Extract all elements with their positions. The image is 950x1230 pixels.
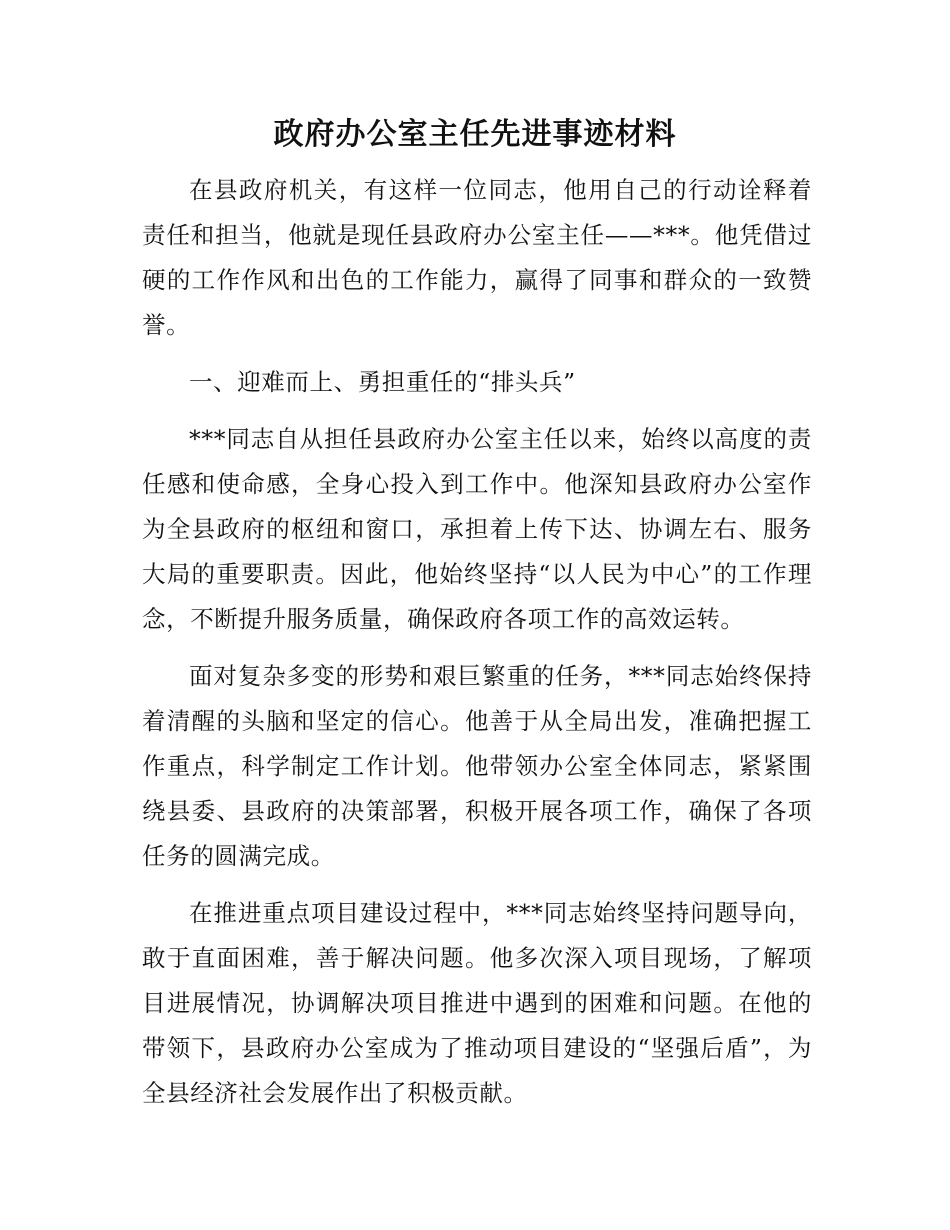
paragraph-2: 面对复杂多变的形势和艰巨繁重的任务，***同志始终保持着清醒的头脑和坚定的信心。他善于从全局出发，准确把握工作重点，科学制定工作计划。他带领办公室全体同志，紧紧围绕县委、县政府的决策部署，积极开展各项工作，确保了各项任务的圆满完成。: [142, 662, 812, 870]
document-body: [142, 168, 812, 1128]
paragraph-intro: 在县政府机关，有这样一位同志，他用自己的行动诠释着责任和担当，他就是现任县政府办公室主任——***。他凭借过硬的工作作风和出色的工作能力，赢得了同事和群众的一致赞誉。: [142, 176, 812, 339]
paragraph-3: 在推进重点项目建设过程中，***同志始终坚持问题导向，敢于直面困难，善于解决问题。他多次深入项目现场，了解项目进展情况，协调解决项目推进中遇到的困难和问题。在他的带领下，县政府办公室成为了推动项目建设的“坚强后盾”，为全县经济社会发展作出了积极贡献。: [142, 899, 812, 1107]
document-title: 政府办公室主任先进事迹材料: [273, 117, 677, 152]
paragraph-1: ***同志自从担任县政府办公室主任以来，始终以高度的责任感和使命感，全身心投入到工作中。他深知县政府办公室作为全县政府的枢纽和窗口，承担着上传下达、协调左右、服务大局的重要职责。因此，他始终坚持“以人民为中心”的工作理念，不断提升服务质量，确保政府各项工作的高效运转。: [142, 425, 812, 633]
section-heading-1: 一、迎难而上、勇担重任的“排头兵”: [189, 368, 576, 396]
